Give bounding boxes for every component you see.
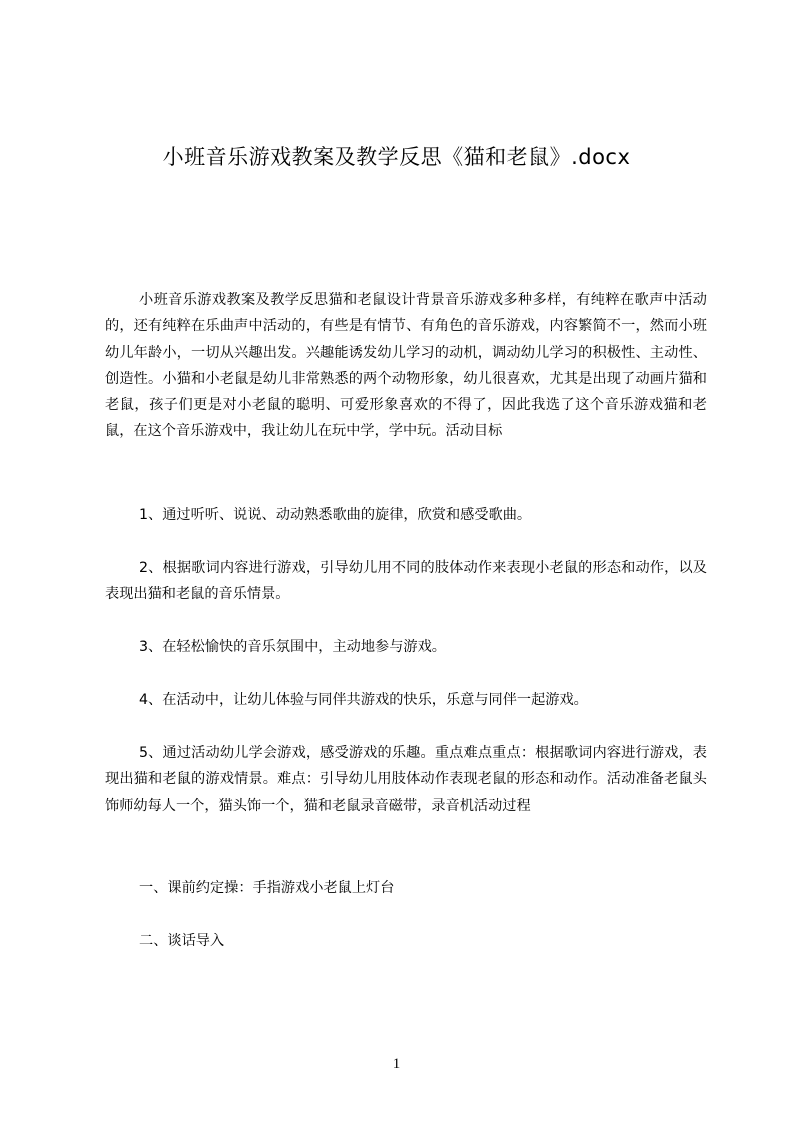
goal-paragraph-4: 4、在活动中，让幼儿体验与同伴共游戏的快乐，乐意与同伴一起游戏。	[139, 692, 588, 708]
intro-paragraph: 小班音乐游戏教案及教学反思猫和老鼠设计背景音乐游戏多种多样，有纯粹在歌声中活动的，还有纯粹在乐曲声中活动的，有些是有情节、有角色的音乐游戏，内容繁简不一，然而小班幼儿年龄小，一切从兴趣出发。兴趣能诱发幼儿学习的动机，调动幼儿学习的积极性、主动性、创造性。小猫和小老鼠是幼儿非常熟悉的两个动物形象，幼儿很喜欢，尤其是出现了动画片猫和老鼠，孩子们更是对小老鼠的聪明、可爱形象喜欢的不得了，因此我选了这个音乐游戏猫和老鼠，在这个音乐游戏中，我让幼儿在玩中学，学中玩。活动目标	[105, 292, 707, 440]
goal-paragraph-5: 5、通过活动幼儿学会游戏，感受游戏的乐趣。重点难点重点：根据歌词内容进行游戏，表现出猫和老鼠的游戏情景。难点：引导幼儿用肢体动作表现老鼠的形态和动作。活动准备老鼠头饰师幼每人一个，猫头饰一个，猫和老鼠录音磁带，录音机活动过程	[105, 745, 707, 814]
process-step-2: 二、谈话导入	[139, 933, 225, 949]
goal-paragraph-2: 2、根据歌词内容进行游戏，引导幼儿用不同的肢体动作来表现小老鼠的形态和动作，以及表现出猫和老鼠的音乐情景。	[105, 560, 707, 603]
process-step-1: 一、课前约定操：手指游戏小老鼠上灯台	[139, 880, 395, 896]
goal-paragraph-3: 3、在轻松愉快的音乐氛围中，主动地参与游戏。	[139, 639, 446, 655]
document-title: 小班音乐游戏教案及教学反思《猫和老鼠》.docx	[162, 145, 631, 169]
goal-paragraph-1: 1、通过听听、说说、动动熟悉歌曲的旋律，欣赏和感受歌曲。	[139, 507, 532, 523]
page-number: 1	[392, 1056, 401, 1072]
